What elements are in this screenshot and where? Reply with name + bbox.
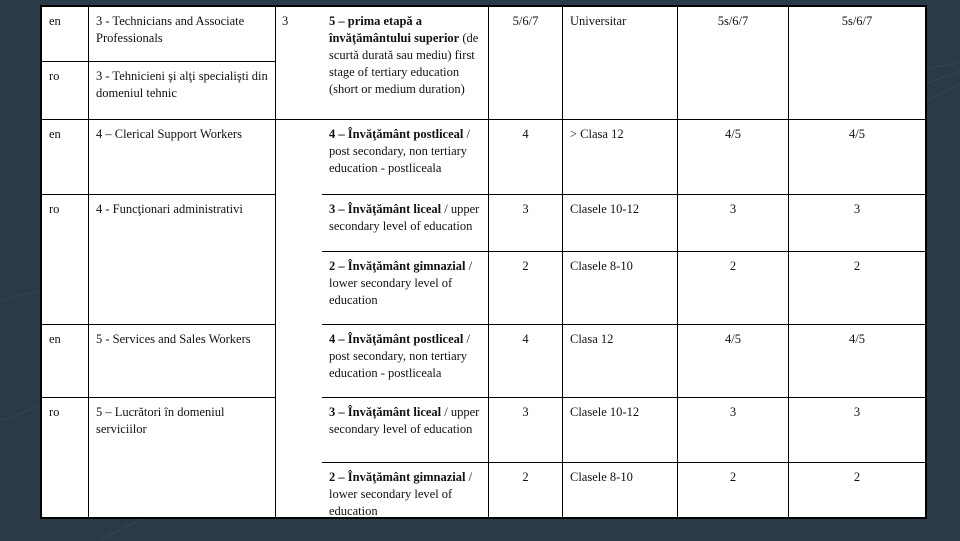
education-level-cell [322, 7, 488, 98]
national-level-cell: Clasele 10-12 [570, 405, 640, 419]
col7-cell: 4/5 [725, 332, 741, 346]
occupation-cell: 5 - Services and Sales Workers [96, 332, 251, 346]
col7-cell: 5s/6/7 [717, 14, 749, 28]
isced-cell: 4 [522, 127, 529, 141]
major-group-cell: 3 [282, 14, 289, 28]
education-level-bold: 5 – prima etapă a învăţământului superior [329, 14, 460, 45]
education-level-bold: 4 – Învăţământ postliceal [329, 332, 464, 346]
education-level-bold: 4 – Învăţământ postliceal [329, 127, 464, 141]
education-level-bold: 3 – Învăţământ liceal [329, 405, 442, 419]
col8-cell: 3 [853, 405, 861, 419]
col7-cell: 3 [729, 202, 737, 216]
col8-cell: 4/5 [849, 127, 865, 141]
lang-cell: ro [49, 202, 60, 216]
isced-cell: 3 [522, 202, 529, 216]
col7-cell: 2 [729, 259, 737, 273]
occupation-cell: 5 – Lucrători în domeniul serviciilor [96, 405, 225, 436]
education-level-cell [322, 195, 488, 235]
education-level-text: / lower secondary level of education [329, 259, 473, 307]
education-level-bold: 3 – Învăţământ liceal [329, 202, 442, 216]
national-level-cell: Clasa 12 [570, 332, 614, 346]
occupation-cell: 3 - Technicians and Associate Professionals [96, 14, 245, 45]
isced-cell: 4 [522, 332, 529, 346]
col7-cell: 2 [729, 470, 737, 484]
national-level-cell: Universitar [570, 14, 627, 28]
col8-cell: 2 [853, 470, 861, 484]
education-level-text: / upper secondary level of education [329, 405, 480, 436]
col8-cell: 3 [853, 202, 861, 216]
lang-cell: ro [49, 69, 60, 83]
col8-cell: 5s/6/7 [841, 14, 873, 28]
national-level-cell: Clasele 8-10 [570, 470, 633, 484]
education-level-cell [322, 325, 488, 382]
education-table [40, 5, 927, 519]
isced-cell: 3 [522, 405, 529, 419]
col8-cell: 4/5 [849, 332, 865, 346]
col8-cell: 2 [853, 259, 861, 273]
education-level-cell [322, 252, 488, 309]
education-level-text: (de scurtă durată sau mediu) first stage of tertiary education (short or medium duration) [329, 31, 479, 96]
education-level-text: / post secondary, non tertiary education - postliceala [329, 332, 470, 380]
national-level-cell: Clasele 8-10 [570, 259, 633, 273]
education-level-text: / post secondary, non tertiary education - postliceala [329, 127, 470, 175]
lang-cell: en [49, 14, 61, 28]
education-level-bold: 2 – Învăţământ gimnazial [329, 259, 466, 273]
education-level-cell [322, 120, 488, 177]
isced-cell: 2 [522, 470, 529, 484]
national-level-cell: Clasele 10-12 [570, 202, 640, 216]
isced-cell: 5/6/7 [512, 14, 539, 28]
lang-cell: en [49, 127, 61, 141]
occupation-cell: 3 - Tehnicieni şi alţi specialişti din domeniul tehnic [96, 69, 268, 100]
education-level-cell [322, 398, 488, 438]
occupation-cell: 4 - Funcţionari administrativi [96, 202, 243, 216]
education-level-bold: 2 – Învăţământ gimnazial [329, 470, 466, 484]
occupation-cell: 4 – Clerical Support Workers [96, 127, 242, 141]
lang-cell: ro [49, 405, 60, 419]
col7-cell: 3 [729, 405, 737, 419]
education-level-text: / lower secondary level of education [329, 470, 473, 518]
col7-cell: 4/5 [725, 127, 741, 141]
lang-cell: en [49, 332, 61, 346]
isced-cell: 2 [522, 259, 529, 273]
national-level-cell: > Clasa 12 [570, 127, 624, 141]
education-level-text: / upper secondary level of education [329, 202, 480, 233]
education-level-cell [322, 463, 488, 520]
